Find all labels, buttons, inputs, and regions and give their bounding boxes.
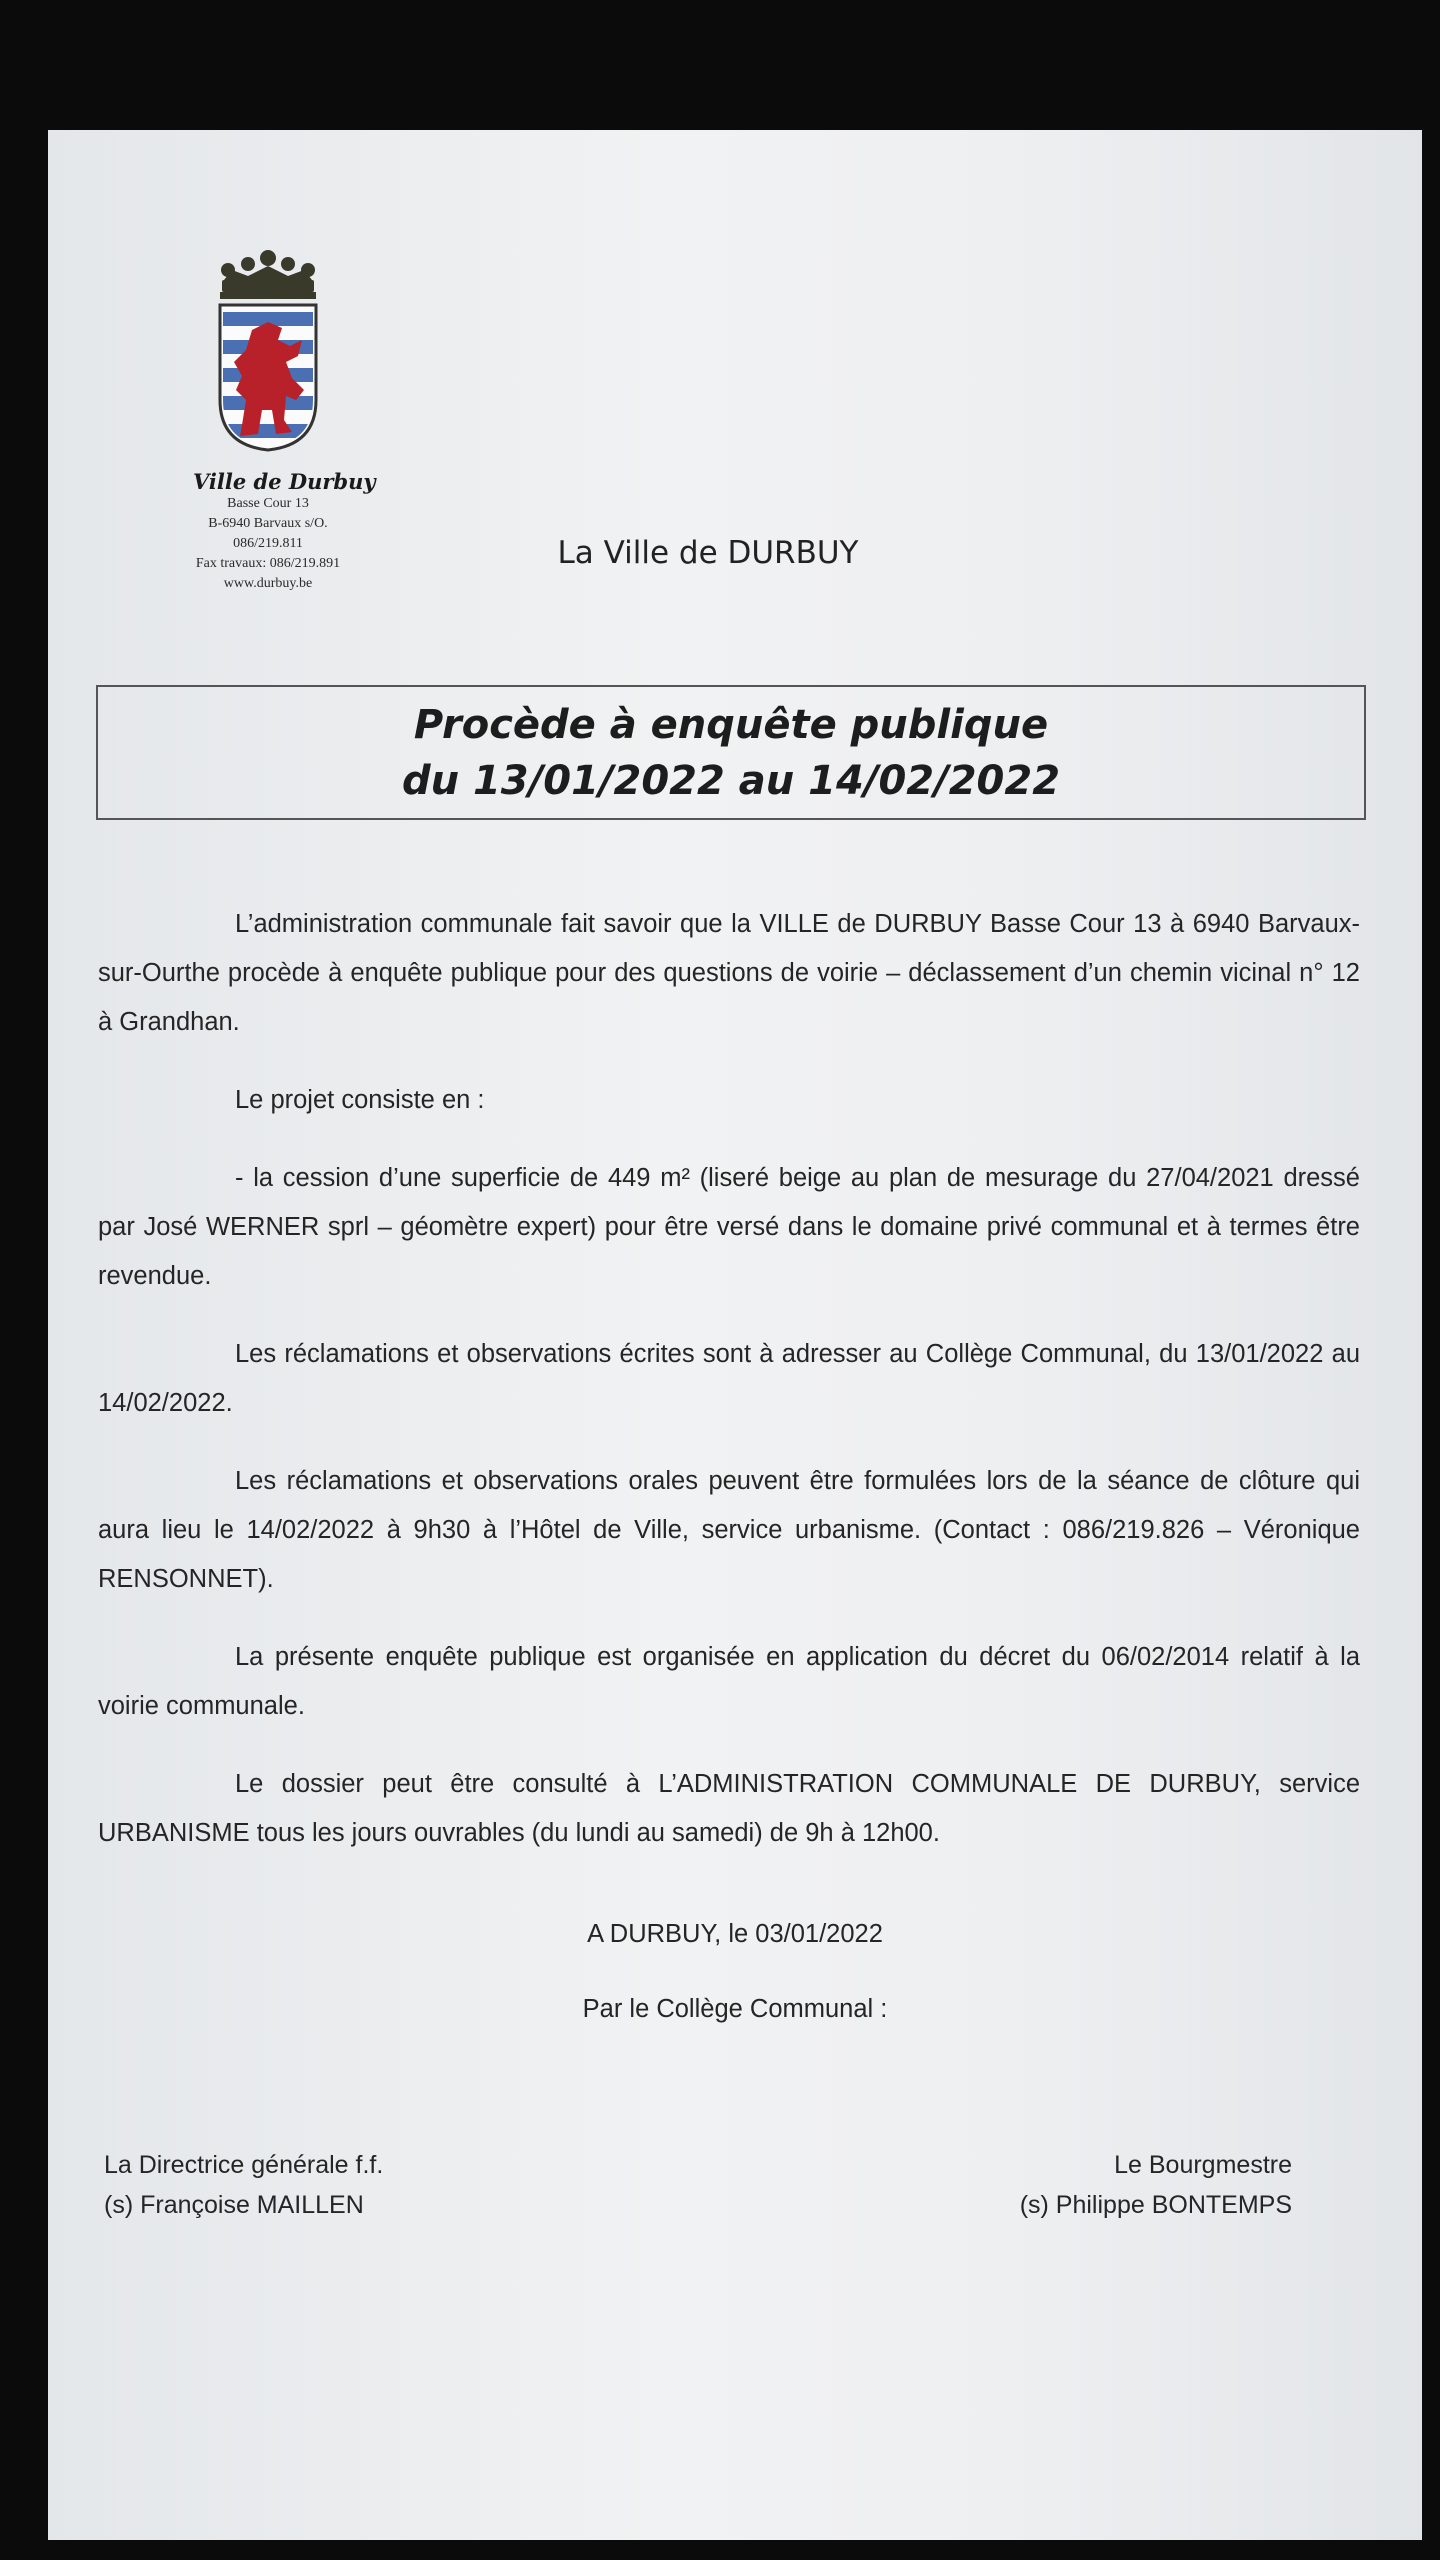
paragraph-oral-claims: Les réclamations et observations orales peuvent être formulées lors de la séance de clôture qui aura lieu le 14/02/2022 à 9h30 à l’Hôtel de Ville, service urbanisme. (Contact : 086/219.826 – Véronique RENSONNET). <box>98 1467 1360 1593</box>
notice-body <box>98 900 1360 1887</box>
paragraph-consultation: Le dossier peut être consulté à L’ADMINISTRATION COMMUNALE DE DURBUY, service URBANISME tous les jours ouvrables (du lundi au samedi) de 9h à 12h00. <box>98 1770 1360 1847</box>
notice-sheet <box>48 130 1422 2540</box>
by-line: Par le Collège Communal : <box>582 1995 888 2023</box>
signature-right-role: Le Bourgmestre <box>1114 2151 1292 2179</box>
page-title: La Ville de DURBUY <box>557 535 859 571</box>
letterhead-name: Ville de Durbuy <box>193 469 376 494</box>
signature-left <box>104 2145 383 2225</box>
address-phone: 086/219.811 <box>233 536 303 551</box>
notice-title-box <box>96 685 1366 820</box>
letterhead-address <box>173 494 363 594</box>
paragraph-announcement: L’administration communale fait savoir que la VILLE de DURBUY Basse Cour 13 à 6940 Barvaux-sur-Ourthe procède à enquête publique pour des questions de voirie – déclassement d’un chemin vicinal n° 12 à Grandhan. <box>98 910 1360 1036</box>
paragraph-legal-basis: La présente enquête publique est organisée en application du décret du 06/02/2014 relatif à la voirie communale. <box>98 1643 1360 1720</box>
address-fax: Fax travaux: 086/219.891 <box>195 556 341 571</box>
signature-left-role: La Directrice générale f.f. <box>104 2151 384 2179</box>
notice-title-line-1: Procède à enquête publique <box>413 702 1049 748</box>
address-website: www.durbuy.be <box>223 576 313 591</box>
letterhead <box>193 250 376 591</box>
signature-left-name: (s) Françoise MAILLEN <box>104 2191 364 2219</box>
address-city: B-6940 Barvaux s/O. <box>208 516 328 531</box>
paragraph-project-intro: Le projet consiste en : <box>235 1086 485 1114</box>
address-street: Basse Cour 13 <box>227 496 309 511</box>
durbuy-coat-of-arms-icon <box>212 250 324 455</box>
signature-right-name: (s) Philippe BONTEMPS <box>1019 2191 1292 2219</box>
signature-right <box>1020 2145 1292 2225</box>
paragraph-project-detail: - la cession d’une superficie de 449 m² (liseré beige au plan de mesurage du 27/04/2021 dressé par José WERNER sprl – géomètre expert) pour être versé dans le domaine privé communal et à termes être revendue. <box>98 1164 1360 1290</box>
notice-title-line-2: du 13/01/2022 au 14/02/2022 <box>401 758 1061 804</box>
place-date: A DURBUY, le 03/01/2022 <box>587 1920 883 1948</box>
paragraph-written-claims: Les réclamations et observations écrites sont à adresser au Collège Communal, du 13/01/2022 au 14/02/2022. <box>98 1340 1360 1417</box>
